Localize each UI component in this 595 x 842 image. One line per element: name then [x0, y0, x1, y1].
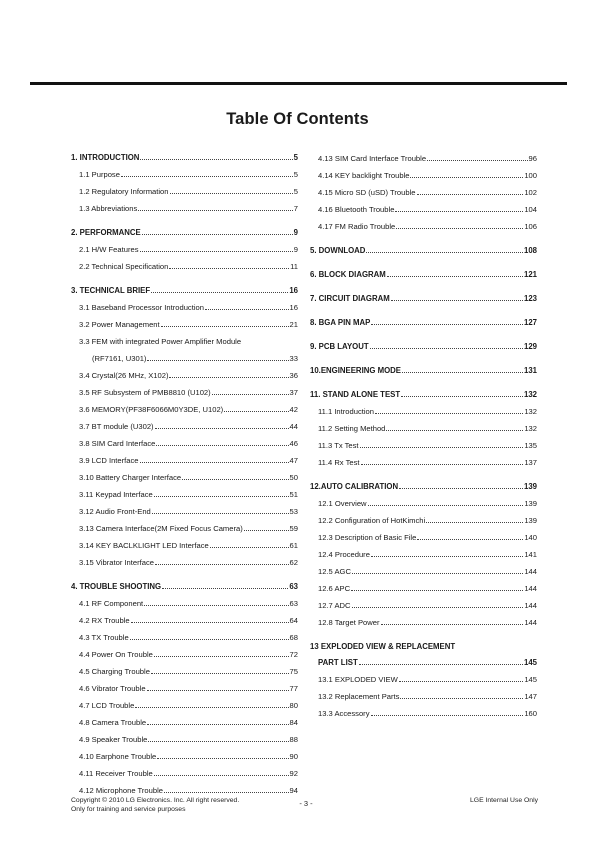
dot-leader [351, 584, 523, 591]
toc-entry[interactable] [310, 705, 537, 722]
toc-entry-page: 137 [524, 458, 537, 467]
toc-entry-label: 4.6 Vibrator Trouble [79, 684, 146, 693]
toc-entry-page: 129 [523, 342, 537, 351]
toc-entry-label: 13.3 Accessory [318, 709, 370, 718]
dot-leader [140, 456, 289, 463]
toc-entry-page: 68 [289, 633, 298, 642]
toc-entry[interactable] [71, 166, 298, 183]
toc-entry-page: 5 [293, 153, 298, 162]
dot-leader [154, 650, 289, 657]
toc-entry[interactable] [71, 384, 298, 401]
toc-section-heading[interactable] [71, 579, 298, 595]
toc-entry-page: 100 [524, 171, 537, 180]
toc-entry-page: 139 [524, 499, 537, 508]
dot-leader [135, 701, 288, 708]
page-number: - 3 - [299, 799, 313, 808]
toc-section-heading[interactable] [310, 267, 537, 283]
toc-entry-page: 50 [289, 473, 298, 482]
toc-entry-label: 3.1 Baseband Processor Introduction [79, 303, 204, 312]
dot-leader [161, 320, 289, 327]
toc-entry[interactable] [310, 495, 537, 512]
copyright-text: Copyright © 2010 LG Electronics. Inc. All right reserved. [71, 797, 240, 804]
toc-entry-page: 61 [289, 541, 298, 550]
dot-leader [224, 405, 288, 412]
toc-entry-label: 8. BGA PIN MAP [310, 318, 371, 327]
toc-entry-label: 1.1 Purpose [79, 170, 120, 179]
toc-entry-page: 84 [289, 718, 298, 727]
toc-entry-page: 88 [289, 735, 298, 744]
toc-entry[interactable] [310, 420, 537, 437]
dot-leader [138, 204, 293, 211]
toc-section-heading[interactable] [310, 639, 537, 655]
dot-leader [156, 439, 288, 446]
toc-entry[interactable] [71, 401, 298, 418]
dot-leader [244, 524, 289, 531]
toc-entry-page: 5 [293, 170, 298, 179]
toc-entry-page: 145 [523, 658, 537, 667]
toc-entry-page: 16 [289, 286, 298, 295]
dot-leader [155, 558, 289, 565]
dot-leader [212, 388, 289, 395]
toc-entry[interactable] [310, 529, 537, 546]
toc-entry[interactable] [310, 218, 537, 235]
toc-entry-label: 3.4 Crystal(26 MHz, X102) [79, 371, 169, 380]
toc-section [310, 479, 537, 631]
toc-entry[interactable] [310, 437, 537, 454]
toc-section [310, 363, 537, 379]
toc-entry-label: 3.14 KEY BACLKLIGHT LED Interface [79, 541, 209, 550]
dot-leader [140, 245, 293, 252]
toc-entry-label: 3.5 RF Subsystem of PMB8810 (U102) [79, 388, 211, 397]
dot-leader [426, 516, 523, 523]
toc-entry-page: 63 [289, 599, 298, 608]
toc-entry-page: 63 [289, 582, 298, 591]
toc-entry-label: 11. STAND ALONE TEST [310, 390, 401, 399]
toc-entry[interactable] [310, 563, 537, 580]
toc-entry-page: 121 [523, 270, 537, 279]
toc-entry-label: 11.4 Rx Test [318, 458, 360, 467]
toc-entry-page: 77 [289, 684, 298, 693]
toc-entry[interactable] [71, 537, 298, 554]
toc-entry-label: 3.3 FEM with integrated Power Amplifier Module [79, 337, 242, 346]
dot-leader [375, 407, 523, 414]
toc-entry-page: 21 [289, 320, 298, 329]
toc-section [310, 150, 537, 235]
dot-leader [147, 684, 289, 691]
toc-entry-label: 9. PCB LAYOUT [310, 342, 369, 351]
dot-leader [352, 601, 524, 608]
toc-entry[interactable] [310, 201, 537, 218]
toc-entry-page: 147 [524, 692, 537, 701]
toc-entry-label: 6. BLOCK DIAGRAM [310, 270, 386, 279]
dot-leader [400, 692, 523, 699]
classification-label: LGE Internal Use Only [470, 797, 538, 804]
toc-entry-page: 16 [289, 303, 298, 312]
dot-leader [352, 567, 523, 574]
toc-right-column [310, 150, 537, 730]
toc-section-heading[interactable] [310, 655, 537, 671]
toc-entry-page: 141 [524, 550, 537, 559]
toc-entry-label: 2.2 Technical Specification [79, 262, 169, 271]
toc-entry-page: 144 [524, 618, 537, 627]
toc-entry-label: 4.11 Receiver Trouble [79, 769, 153, 778]
dot-leader [396, 222, 523, 229]
dot-leader [182, 473, 288, 480]
toc-entry-page: 132 [523, 390, 537, 399]
dot-leader [370, 342, 523, 349]
toc-entry-page: 46 [289, 439, 298, 448]
toc-entry[interactable] [71, 486, 298, 503]
toc-entry-label: 4.3 TX Trouble [79, 633, 129, 642]
toc-entry[interactable] [71, 418, 298, 435]
toc-entry-page: 104 [524, 205, 537, 214]
toc-entry-label: 3.8 SIM Card Interface [79, 439, 156, 448]
toc-entry-label: 12.AUTO CALIBRATION [310, 482, 399, 491]
dot-leader [169, 371, 288, 378]
toc-entry-page: 80 [289, 701, 298, 710]
toc-entry[interactable] [310, 454, 537, 471]
dot-leader [169, 262, 289, 269]
toc-entry-label: 12.7 ADC [318, 601, 351, 610]
dot-leader [417, 188, 524, 195]
dot-leader [170, 187, 293, 194]
toc-entry-page: 131 [523, 366, 537, 375]
toc-entry-label: 12.6 APC [318, 584, 351, 593]
dot-leader [131, 616, 289, 623]
toc-entry-page: 47 [289, 456, 298, 465]
dot-leader [121, 170, 293, 177]
dot-leader [359, 658, 523, 665]
dot-leader [399, 675, 524, 682]
dot-leader [386, 424, 523, 431]
dot-leader [361, 458, 524, 465]
dot-leader [144, 599, 288, 606]
dot-leader [154, 769, 289, 776]
toc-entry-page: 64 [289, 616, 298, 625]
dot-leader [210, 541, 289, 548]
toc-entry-label: 1.3 Abbreviations [79, 204, 138, 213]
page-title: Table Of Contents [226, 110, 369, 128]
toc-entry[interactable] [310, 597, 537, 614]
toc-entry-page: 59 [289, 524, 298, 533]
dot-leader [391, 294, 523, 301]
toc-entry-page: 106 [524, 222, 537, 231]
toc-entry-label: 12.5 AGC [318, 567, 351, 576]
toc-entry-label: 4.15 Micro SD (uSD) Trouble [318, 188, 416, 197]
toc-entry-label: 12.3 Description of Basic File [318, 533, 417, 542]
toc-entry-page: 160 [524, 709, 537, 718]
toc-entry-page: 132 [524, 424, 537, 433]
toc-entry-label: 13.2 Replacement Parts [318, 692, 400, 701]
toc-entry-label: 3.9 LCD Interface [79, 456, 139, 465]
toc-section-heading[interactable] [71, 225, 298, 241]
toc-section-heading[interactable] [310, 363, 537, 379]
toc-entry-label: 3.12 Audio Front-End [79, 507, 151, 516]
dot-leader [401, 390, 523, 397]
toc-entry-page: 140 [524, 533, 537, 542]
toc-entry[interactable] [71, 452, 298, 469]
toc-entry[interactable] [310, 688, 537, 705]
toc-entry-label: 13.1 EXPLODED VIEW [318, 675, 398, 684]
toc-entry-label: 4.8 Camera Trouble [79, 718, 147, 727]
toc-section-heading[interactable] [71, 283, 298, 299]
toc-entry-label: 10.ENGINEERING MODE [310, 366, 401, 375]
toc-entry-label: 4.10 Earphone Trouble [79, 752, 157, 761]
toc-entry-page: 102 [524, 188, 537, 197]
toc-section [310, 243, 537, 259]
toc-entry-label: 4.5 Charging Trouble [79, 667, 150, 676]
toc-entry[interactable] [71, 299, 298, 316]
toc-entry-page: 62 [289, 558, 298, 567]
toc-entry-label: 4.14 KEY backlight Trouble [318, 171, 410, 180]
toc-entry[interactable] [71, 258, 298, 275]
toc-entry-page: 135 [524, 441, 537, 450]
toc-entry[interactable] [71, 503, 298, 520]
toc-entry[interactable] [71, 200, 298, 217]
toc-entry-label: 3.11 Keypad Interface [79, 490, 153, 499]
toc-entry-page: 94 [289, 786, 298, 795]
toc-section [310, 315, 537, 331]
toc-section-heading[interactable] [310, 243, 537, 259]
dot-leader [155, 422, 289, 429]
dot-leader [130, 633, 289, 640]
toc-entry-label: 12.1 Overview [318, 499, 367, 508]
header-rule [30, 82, 567, 85]
dot-leader [157, 752, 288, 759]
dot-leader [366, 246, 523, 253]
toc-entry[interactable] [71, 697, 298, 714]
dot-leader [147, 718, 288, 725]
toc-entry-label: 1.2 Regulatory Information [79, 187, 169, 196]
toc-entry[interactable] [310, 150, 537, 167]
toc-entry-label: 4.13 SIM Card Interface Trouble [318, 154, 427, 163]
toc-entry-page: 9 [293, 245, 298, 254]
toc-entry[interactable] [71, 469, 298, 486]
toc-entry-label: 1. INTRODUCTION [71, 153, 140, 162]
dot-leader [427, 154, 527, 161]
dot-leader [399, 482, 523, 489]
toc-entry-page: 72 [289, 650, 298, 659]
toc-entry-page: 42 [289, 405, 298, 414]
dot-leader [147, 354, 288, 361]
toc-entry[interactable] [310, 167, 537, 184]
toc-section [310, 267, 537, 283]
toc-entry-label: 5. DOWNLOAD [310, 246, 366, 255]
toc-entry-page: 90 [289, 752, 298, 761]
toc-entry-page: 51 [289, 490, 298, 499]
toc-entry-page: 53 [289, 507, 298, 516]
toc-entry-label: 4.17 FM Radio Trouble [318, 222, 396, 231]
toc-entry-label: 3. TECHNICAL BRIEF [71, 286, 151, 295]
toc-entry-page: 33 [289, 354, 298, 363]
toc-entry-label: 4. TROUBLE SHOOTING [71, 582, 162, 591]
toc-entry-label: 12.8 Target Power [318, 618, 380, 627]
dot-leader [151, 286, 288, 293]
toc-entry-page: 75 [289, 667, 298, 676]
toc-section [71, 283, 298, 571]
toc-entry-label: PART LIST [318, 658, 358, 667]
toc-section [310, 339, 537, 355]
toc-entry[interactable] [71, 612, 298, 629]
toc-entry-label: (RF7161, U301) [92, 354, 147, 363]
usage-note: Only for training and service purposes [71, 806, 186, 813]
toc-entry-label: 3.7 BT module (U302) [79, 422, 154, 431]
dot-leader [402, 366, 523, 373]
dot-leader [371, 550, 523, 557]
toc-entry-page: 5 [293, 187, 298, 196]
toc-entry-page: 123 [523, 294, 537, 303]
toc-entry-label: 4.16 Bluetooth Trouble [318, 205, 395, 214]
toc-section-heading[interactable] [310, 315, 537, 331]
dot-leader [360, 441, 524, 448]
dot-leader [154, 490, 289, 497]
toc-section [71, 150, 298, 217]
toc-entry-page: 139 [524, 516, 537, 525]
toc-entry[interactable] [310, 614, 537, 631]
toc-entry[interactable] [71, 731, 298, 748]
toc-entry[interactable] [71, 554, 298, 571]
toc-entry-page: 144 [524, 567, 537, 576]
dot-leader [164, 786, 289, 793]
toc-section [310, 291, 537, 307]
toc-entry[interactable] [310, 671, 537, 688]
toc-section-heading[interactable] [310, 339, 537, 355]
toc-entry-page: 132 [524, 407, 537, 416]
toc-entry-page: 11 [290, 262, 298, 271]
toc-entry-label: 7. CIRCUIT DIAGRAM [310, 294, 390, 303]
toc-entry-label: 4.7 LCD Trouble [79, 701, 135, 710]
toc-section-heading[interactable] [71, 150, 298, 166]
toc-entry-label: 2. PERFORMANCE [71, 228, 141, 237]
dot-leader [417, 533, 523, 540]
dot-leader [395, 205, 523, 212]
toc-entry-label: 4.1 RF Component [79, 599, 144, 608]
dot-leader [410, 171, 523, 178]
toc-entry[interactable] [71, 680, 298, 697]
toc-entry[interactable] [71, 350, 298, 367]
toc-entry[interactable] [71, 241, 298, 258]
toc-entry[interactable] [71, 646, 298, 663]
toc-entry[interactable] [310, 512, 537, 529]
dot-leader [152, 507, 289, 514]
toc-entry-page: 44 [289, 422, 298, 431]
toc-entry-label: 4.2 RX Trouble [79, 616, 130, 625]
toc-entry-label: 11.1 Introduction [318, 407, 375, 416]
toc-entry-page: 144 [524, 601, 537, 610]
toc-entry-label: 12.2 Configuration of HotKimchi [318, 516, 426, 525]
toc-entry-label: 11.2 Setting Method [318, 424, 386, 433]
toc-section [310, 387, 537, 471]
toc-entry-label: 4.9 Speaker Trouble [79, 735, 148, 744]
toc-entry-label: 3.6 MEMORY(PF38F6066M0Y3DE, U102) [79, 405, 224, 414]
toc-entry-page: 108 [523, 246, 537, 255]
toc-entry[interactable] [310, 403, 537, 420]
toc-section [310, 639, 537, 722]
toc-section-heading[interactable] [310, 479, 537, 495]
dot-leader [140, 153, 292, 160]
toc-entry-page: 144 [524, 584, 537, 593]
toc-entry-label: 2.1 H/W Features [79, 245, 139, 254]
toc-entry-label: 3.15 Vibrator Interface [79, 558, 154, 567]
toc-entry-page: 37 [289, 388, 298, 397]
toc-section-heading[interactable] [310, 291, 537, 307]
toc-entry-page: 96 [528, 154, 537, 163]
toc-entry-label: 3.13 Camera Interface(2M Fixed Focus Camera) [79, 524, 243, 533]
toc-section [71, 579, 298, 799]
toc-left-column [71, 150, 298, 807]
toc-entry[interactable] [310, 184, 537, 201]
toc-entry[interactable] [310, 580, 537, 597]
toc-entry[interactable] [71, 629, 298, 646]
toc-entry-page: 92 [289, 769, 298, 778]
toc-section-heading[interactable] [310, 387, 537, 403]
dot-leader [148, 735, 288, 742]
toc-entry[interactable] [71, 367, 298, 384]
toc-entry[interactable] [310, 546, 537, 563]
toc-entry-page: 139 [523, 482, 537, 491]
dot-leader [368, 499, 524, 506]
toc-entry[interactable] [71, 765, 298, 782]
toc-entry[interactable] [71, 435, 298, 452]
toc-entry-label: 11.3 Tx Test [318, 441, 359, 450]
dot-leader [142, 228, 293, 235]
dot-leader [371, 318, 523, 325]
dot-leader [387, 270, 523, 277]
dot-leader [371, 709, 524, 716]
toc-entry-label: 13 EXPLODED VIEW & REPLACEMENT [310, 642, 456, 651]
toc-section [71, 225, 298, 275]
dot-leader [162, 582, 288, 589]
toc-entry[interactable] [71, 333, 298, 350]
toc-entry[interactable] [71, 183, 298, 200]
toc-entry[interactable] [71, 748, 298, 765]
toc-entry-label: 4.4 Power On Trouble [79, 650, 153, 659]
toc-entry[interactable] [71, 714, 298, 731]
toc-entry-page: 9 [293, 228, 298, 237]
toc-entry-page: 127 [523, 318, 537, 327]
dot-leader [151, 667, 289, 674]
toc-entry-page: 7 [293, 204, 298, 213]
toc-entry[interactable] [71, 595, 298, 612]
dot-leader [205, 303, 289, 310]
toc-entry[interactable] [71, 520, 298, 537]
toc-entry-label: 3.10 Battery Charger Interface [79, 473, 182, 482]
toc-entry-page: 145 [524, 675, 537, 684]
toc-entry-label: 3.2 Power Management [79, 320, 160, 329]
toc-entry-label: 12.4 Procedure [318, 550, 370, 559]
toc-entry-label: 4.12 Microphone Trouble [79, 786, 164, 795]
toc-entry[interactable] [71, 663, 298, 680]
toc-entry[interactable] [71, 316, 298, 333]
dot-leader [381, 618, 524, 625]
toc-entry-page: 36 [289, 371, 298, 380]
